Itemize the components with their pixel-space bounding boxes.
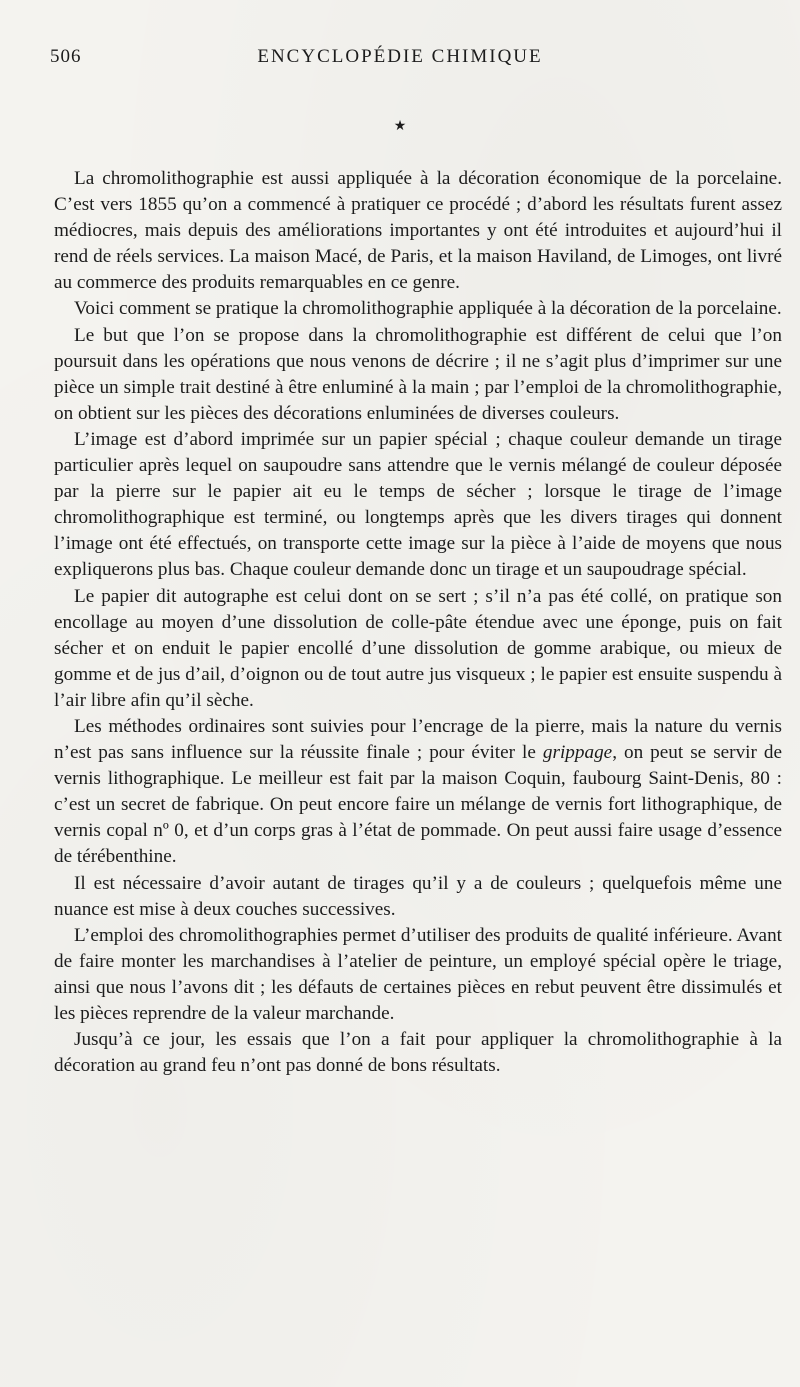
paragraph-grippage (54, 714, 782, 871)
italic-term: grippage (542, 742, 613, 764)
paragraph: L’emploi des chromolithographies permet d’utiliser des produits de qualité inférieure. Avant de faire monter les marchandises à l’atelier de peinture, un employé spécial opère le triage, ainsi que nous l’avons dit ; les défauts de certaines pièces en rebut peuvent être dissimulés et les pièces reprendre de la valeur marchande. (54, 924, 782, 1024)
paragraph-text: , on peut se servir de vernis lithographique. Le meilleur est fait par la maison Coquin, faubourg Saint-Denis, 80 : c’est un secret de fabrique. On peut encore faire un mélange de vernis fort lithographique, de vernis copal nº 0, et d’un corps gras à l’état de pommade. On peut aussi faire usage d’essence de térébenthine. (54, 742, 782, 868)
running-title: ENCYCLOPÉDIE CHIMIQUE (257, 46, 543, 67)
paragraph: Jusqu’à ce jour, les essais que l’on a fait pour appliquer la chromolithographie à la décoration au grand feu n’ont pas donné de bons résultats. (54, 1029, 782, 1077)
paragraph: Le papier dit autographe est celui dont on se sert ; s’il n’a pas été collé, on pratique son encollage au moyen d’une dissolution de colle-pâte étendue avec une éponge, puis on fait sécher et on enduit le papier encollé d’une dissolution de gomme arabique, ou mieux de gomme et de jus d’ail, d’oignon ou de tout autre jus visqueux ; le papier est ensuite suspendu à l’air libre afin qu’il sèche. (54, 585, 782, 711)
paragraph: Le but que l’on se propose dans la chromolithographie est différent de celui que l’on poursuit dans les opérations que nous venons de décrire ; il ne s’agit plus d’imprimer sur une pièce un simple trait destiné à être enluminé à la main ; par l’emploi de la chromolithographie, on obtient sur les pièces des décorations enluminées de diverses couleurs. (54, 324, 782, 424)
star-ornament-icon: ★ (393, 119, 407, 134)
paragraph: Il est nécessaire d’avoir autant de tirages qu’il y a de couleurs ; quelquefois même une nuance est mise à deux couches successives. (54, 872, 782, 920)
page-number: 506 (50, 46, 82, 67)
paragraph: Voici comment se pratique la chromolithographie appliquée à la décoration de la porcelaine. (74, 298, 782, 320)
body-text (54, 166, 782, 1079)
paragraph: La chromolithographie est aussi appliquée à la décoration économique de la porcelaine. C’est vers 1855 qu’on a commencé à pratiquer ce procédé ; d’abord les résultats furent assez médiocres, mais depuis des améliorations importantes y ont été introduites et aujourd’hui il rend de réels services. La maison Macé, de Paris, et la maison Haviland, de Limoges, ont livré au commerce des produits remarquables en ce genre. (54, 168, 782, 294)
paragraph-text: Les méthodes ordinaires sont suivies pour l’encrage de la pierre, mais la nature du vernis n’est pas sans influence sur la réussite finale ; pour éviter le (54, 715, 782, 764)
page-header (50, 46, 750, 72)
paragraph: L’image est d’abord imprimée sur un papier spécial ; chaque couleur demande un tirage particulier après lequel on saupoudre sans attendre que le vernis mélangé de couleur déposée par la pierre sur le papier ait eu le temps de sécher ; lorsque le tirage de l’image chromolithographique est terminé, ou longtemps après que les divers tirages qui donnent l’image ont été effectués, on transporte cette image sur la pièce à l’aide de moyens que nous expliquerons plus bas. Chaque couleur demande donc un tirage et un saupoudrage spécial. (54, 428, 782, 581)
